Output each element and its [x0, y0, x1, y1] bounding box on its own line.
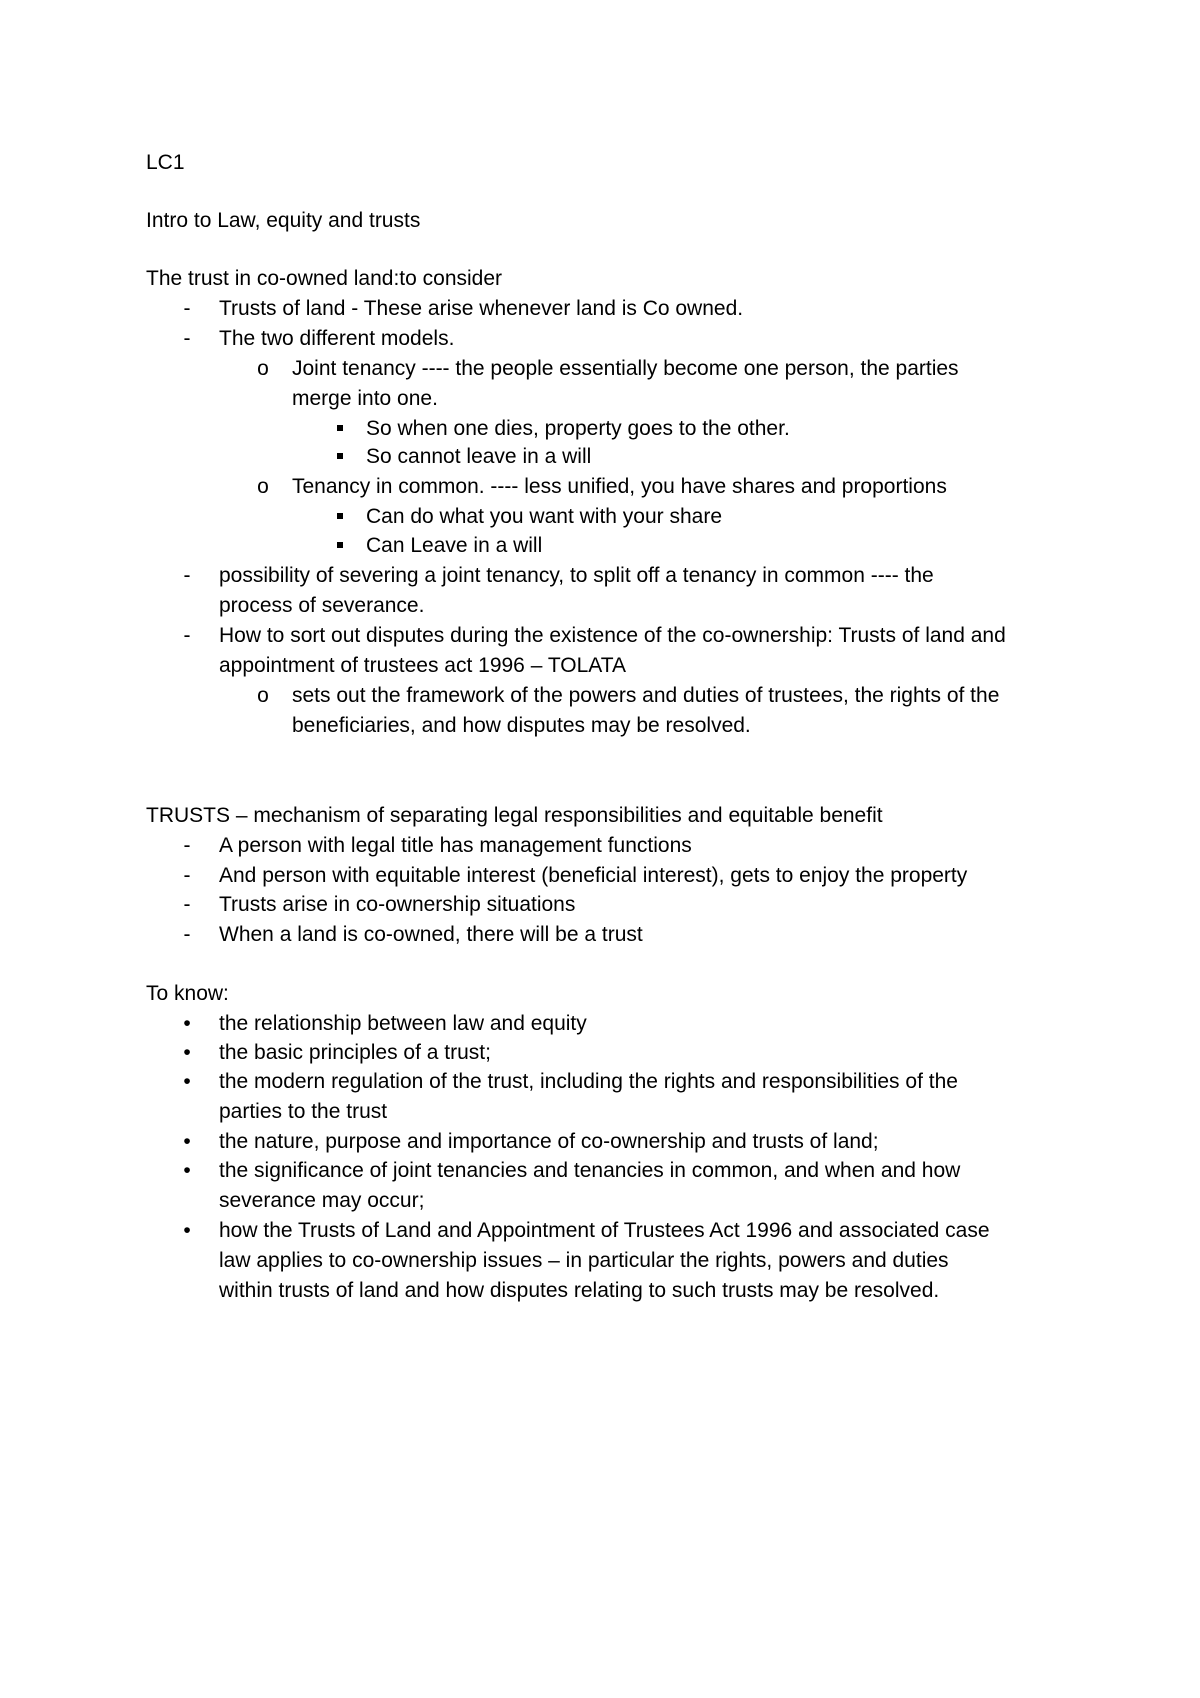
- list-item: Trusts arise in co-ownership situations: [219, 893, 576, 916]
- dash-marker: -: [183, 327, 191, 350]
- list-item-continuation: law applies to co-ownership issues – in particular the rights, powers and duties: [219, 1249, 949, 1272]
- dot-marker: •: [183, 1012, 191, 1035]
- list-item-continuation: parties to the trust: [219, 1100, 388, 1123]
- list-item: How to sort out disputes during the existence of the co-ownership: Trusts of land and: [219, 624, 1006, 647]
- dash-marker: -: [183, 564, 191, 587]
- list-item-continuation: appointment of trustees act 1996 – TOLATA: [219, 654, 627, 677]
- list-item: Joint tenancy ---- the people essentially become one person, the parties: [292, 357, 959, 380]
- list-item: So cannot leave in a will: [366, 445, 592, 468]
- list-item: possibility of severing a joint tenancy, to split off a tenancy in common ---- the: [219, 564, 934, 587]
- dash-marker: -: [183, 834, 191, 857]
- square-marker: [337, 513, 343, 519]
- list-item: the modern regulation of the trust, including the rights and responsibilities of the: [219, 1070, 958, 1093]
- dot-marker: •: [183, 1130, 191, 1153]
- circle-marker: o: [257, 357, 269, 380]
- section3-heading: To know:: [146, 982, 229, 1005]
- dot-marker: •: [183, 1159, 191, 1182]
- list-item: Trusts of land - These arise whenever land is Co owned.: [219, 297, 744, 320]
- dash-marker: -: [183, 624, 191, 647]
- section1-heading: The trust in co-owned land:to consider: [146, 267, 503, 290]
- list-item: When a land is co-owned, there will be a trust: [219, 923, 643, 946]
- list-item: The two different models.: [219, 327, 455, 350]
- square-marker: [337, 425, 343, 431]
- dash-marker: -: [183, 297, 191, 320]
- list-item: the basic principles of a trust;: [219, 1041, 491, 1064]
- list-item-continuation: within trusts of land and how disputes relating to such trusts may be resolved.: [219, 1279, 940, 1302]
- list-item-continuation: beneficiaries, and how disputes may be resolved.: [292, 714, 751, 737]
- list-item: the nature, purpose and importance of co-ownership and trusts of land;: [219, 1130, 879, 1153]
- list-item-continuation: process of severance.: [219, 594, 425, 617]
- dot-marker: •: [183, 1070, 191, 1093]
- list-item: Tenancy in common. ---- less unified, you have shares and proportions: [292, 475, 947, 498]
- list-item-continuation: severance may occur;: [219, 1189, 425, 1212]
- dot-marker: •: [183, 1219, 191, 1242]
- list-item: And person with equitable interest (beneficial interest), gets to enjoy the property: [219, 864, 968, 887]
- circle-marker: o: [257, 684, 269, 707]
- list-item: So when one dies, property goes to the other.: [366, 417, 790, 440]
- circle-marker: o: [257, 475, 269, 498]
- list-item-continuation: merge into one.: [292, 387, 438, 410]
- dash-marker: -: [183, 864, 191, 887]
- list-item: the significance of joint tenancies and tenancies in common, and when and how: [219, 1159, 961, 1182]
- list-item: the relationship between law and equity: [219, 1012, 587, 1035]
- dot-marker: •: [183, 1041, 191, 1064]
- dash-marker: -: [183, 893, 191, 916]
- list-item: how the Trusts of Land and Appointment of Trustees Act 1996 and associated case: [219, 1219, 990, 1242]
- section2-heading: TRUSTS – mechanism of separating legal responsibilities and equitable benefit: [146, 804, 883, 827]
- square-marker: [337, 542, 343, 548]
- list-item: A person with legal title has management functions: [219, 834, 692, 857]
- doc-code: LC1: [146, 151, 185, 174]
- list-item: Can Leave in a will: [366, 534, 543, 557]
- list-item: Can do what you want with your share: [366, 505, 723, 528]
- doc-subtitle: Intro to Law, equity and trusts: [146, 209, 421, 232]
- dash-marker: -: [183, 923, 191, 946]
- square-marker: [337, 453, 343, 459]
- list-item: sets out the framework of the powers and duties of trustees, the rights of the: [292, 684, 1000, 707]
